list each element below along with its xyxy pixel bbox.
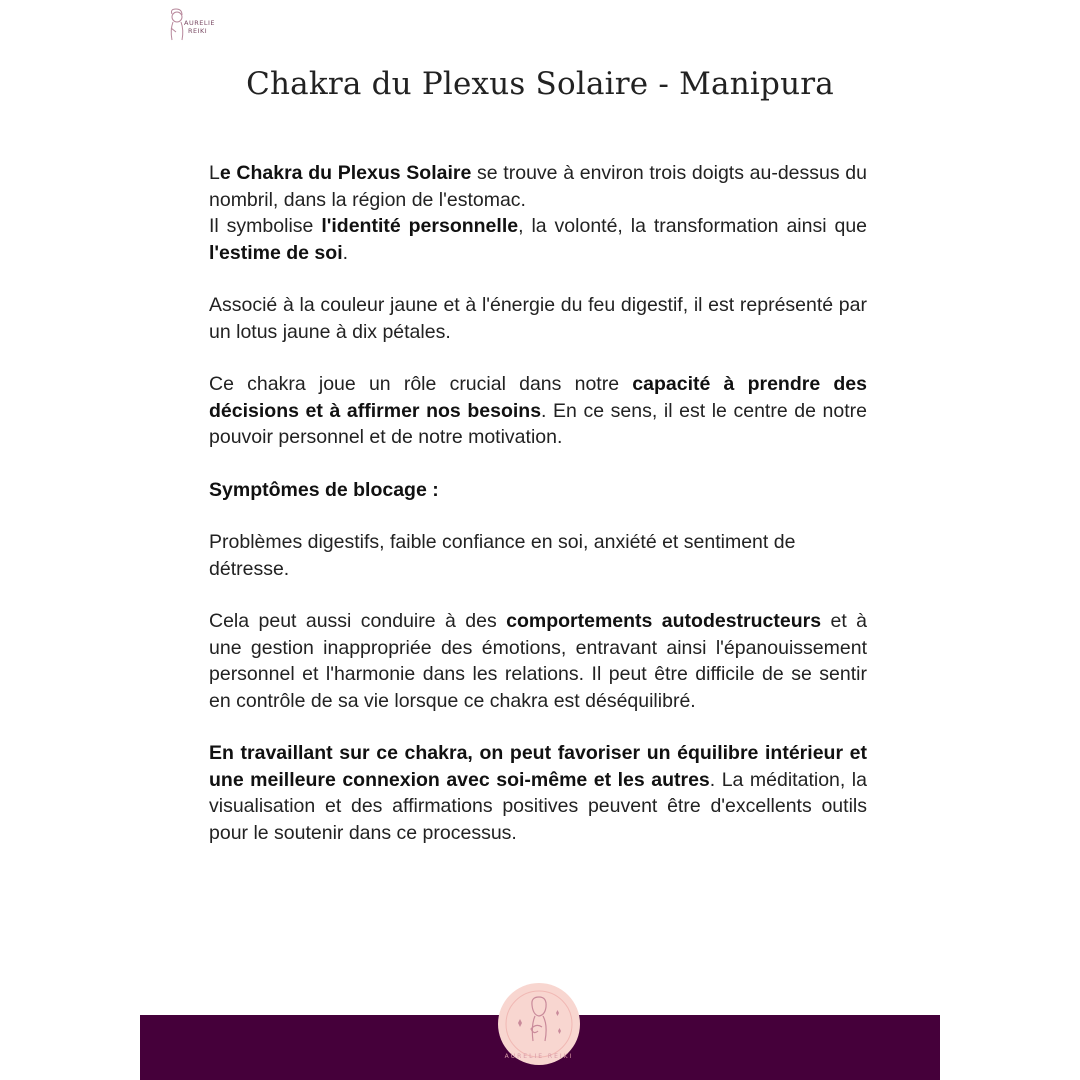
brand-line-2: REIKI bbox=[188, 27, 208, 35]
document-body bbox=[209, 160, 867, 872]
brand-line-1: AURELIE bbox=[184, 19, 215, 27]
bold-text: l'estime de soi bbox=[209, 241, 343, 264]
footer-logo-text: AURELIE REIKI bbox=[504, 1053, 574, 1060]
bold-text: e Chakra du Plexus Solaire bbox=[219, 162, 472, 184]
brand-logo-text bbox=[184, 19, 215, 35]
text-run: Cela peut aussi conduire à des bbox=[209, 610, 507, 632]
bold-text: comportements autodestructeurs bbox=[506, 610, 822, 632]
section-heading: Symptômes de blocage : bbox=[209, 478, 439, 501]
footer-logo bbox=[498, 983, 580, 1065]
text-run: L bbox=[209, 162, 220, 184]
bold-text: capacité à prendre des décisions et à affirmer nos besoins bbox=[209, 373, 867, 422]
consequences-paragraph bbox=[209, 608, 867, 714]
text-run: Ce chakra joue un rôle crucial dans notre bbox=[209, 373, 633, 395]
page-title: Chakra du Plexus Solaire - Manipura bbox=[246, 66, 834, 102]
text-run: se trouve à environ trois doigts au-dessus du nombril, dans la région de l'estomac. bbox=[209, 162, 868, 211]
text-run: Il symbolise bbox=[209, 215, 322, 237]
text-run: et à une gestion inappropriée des émotions, entravant ainsi l'épanouissement personnel et l'harmonie dans les relations. Il peut être difficile de se sentir en contrôle de sa vie lorsque ce chakra est déséquilibré. bbox=[209, 610, 868, 712]
conclusion-paragraph bbox=[209, 740, 867, 846]
bold-text: l'identité personnelle bbox=[321, 215, 519, 237]
text-run: , la volonté, la transformation ainsi que bbox=[518, 215, 868, 237]
text-run: . En ce sens, il est le centre de notre pouvoir personnel et de notre motivation. bbox=[209, 399, 868, 448]
text-run: . bbox=[342, 241, 349, 264]
bold-text: En travaillant sur ce chakra, on peut favoriser un équilibre intérieur et une meilleure connexion avec soi-même et les autres bbox=[209, 742, 867, 791]
symptoms-paragraph: Problèmes digestifs, faible confiance en soi, anxiété et sentiment de détresse. bbox=[209, 531, 796, 580]
brand-logo bbox=[162, 6, 232, 46]
role-paragraph bbox=[209, 371, 867, 451]
text-run: . La méditation, la visualisation et des affirmations positives peuvent être d'excellents outils pour le soutenir dans ce processus. bbox=[209, 768, 867, 844]
color-paragraph: Associé à la couleur jaune et à l'énergie du feu digestif, il est représenté par un lotus jaune à dix pétales. bbox=[209, 294, 867, 343]
intro-paragraph bbox=[209, 160, 867, 266]
